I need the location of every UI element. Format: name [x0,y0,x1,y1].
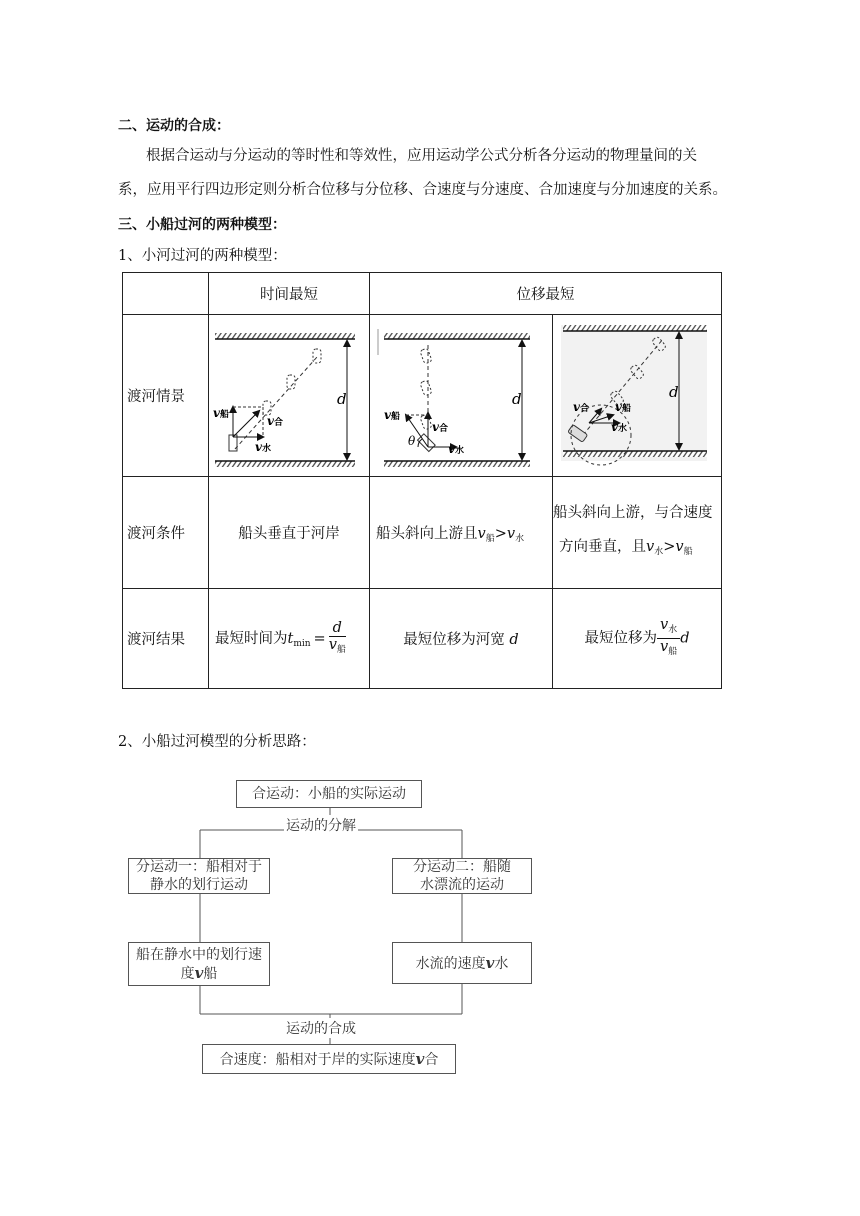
subheading-1: 1、小河过河的两种模型： [118,248,287,264]
svg-text:v水: v水 [611,419,627,434]
flow-resultant-velocity: 合速度：船相对于岸的实际速度v合 [202,1044,456,1074]
condition-time-shortest: 船头垂直于河岸 [209,477,370,589]
svg-text:θ: θ [408,433,416,448]
header-displacement-shortest: 位移最短 [370,273,722,315]
diagram3-d-label: d [669,382,679,401]
flow-label-compose: 运动的合成 [284,1018,358,1038]
condition-displacement-case2: 船头斜向上游，与合速度 方向垂直，且$v_水>v_船$ [553,477,722,589]
condition-displacement-case1: 船头斜向上游且$v_船>v_水$ [370,477,553,589]
flow-label-decompose: 运动的分解 [284,815,358,835]
header-time-shortest: 时间最短 [209,273,370,315]
section3-heading: 三、小船过河的两种模型： [118,217,286,233]
flow-water-velocity: 水流的速度v水 [392,942,532,984]
flow-boat-velocity: 船在静水中的划行速度v船 [128,942,270,986]
svg-text:v船: v船 [615,399,631,414]
svg-text:v船: v船 [213,405,229,420]
row-label-scene: 渡河情景 [123,315,209,477]
svg-text:v合: v合 [432,419,448,434]
result-time-shortest: 最短时间为$t_{min}$ = $\frac{d}{v_船}$ [209,589,370,689]
result-displacement-case2: 最短位移为 $\frac{v_水}{v_船}$ d [553,589,722,689]
subheading-2: 2、小船过河模型的分析思路： [118,734,316,750]
svg-text:v合: v合 [573,399,589,414]
flow-component-motion-1: 分运动一：船相对于静水的划行运动 [128,858,270,894]
diagram2-d-label: d [512,389,522,408]
flow-total-motion: 合运动：小船的实际运动 [236,780,422,808]
section2-line1: 根据合运动与分运动的等时性和等效性，应用运动学公式分析各分运动的物理量间的关 [146,148,697,164]
diagram1-d-label: d [337,389,347,408]
flow-component-motion-2: 分运动二：船随水漂流的运动 [392,858,532,894]
row-label-result: 渡河结果 [123,589,209,689]
section2-heading: 二、运动的合成： [118,118,230,134]
svg-text:v合: v合 [267,413,283,428]
svg-text:v水: v水 [255,439,271,454]
svg-text:v船: v船 [384,407,400,422]
section2-line2: 系，应用平行四边形定则分析合位移与分位移、合速度与分速度、合加速度与分加速度的关系。 [118,182,727,198]
svg-text:v水: v水 [448,441,464,456]
result-displacement-case1: 最短位移为河宽 d [370,589,553,689]
row-label-condition: 渡河条件 [123,477,209,589]
